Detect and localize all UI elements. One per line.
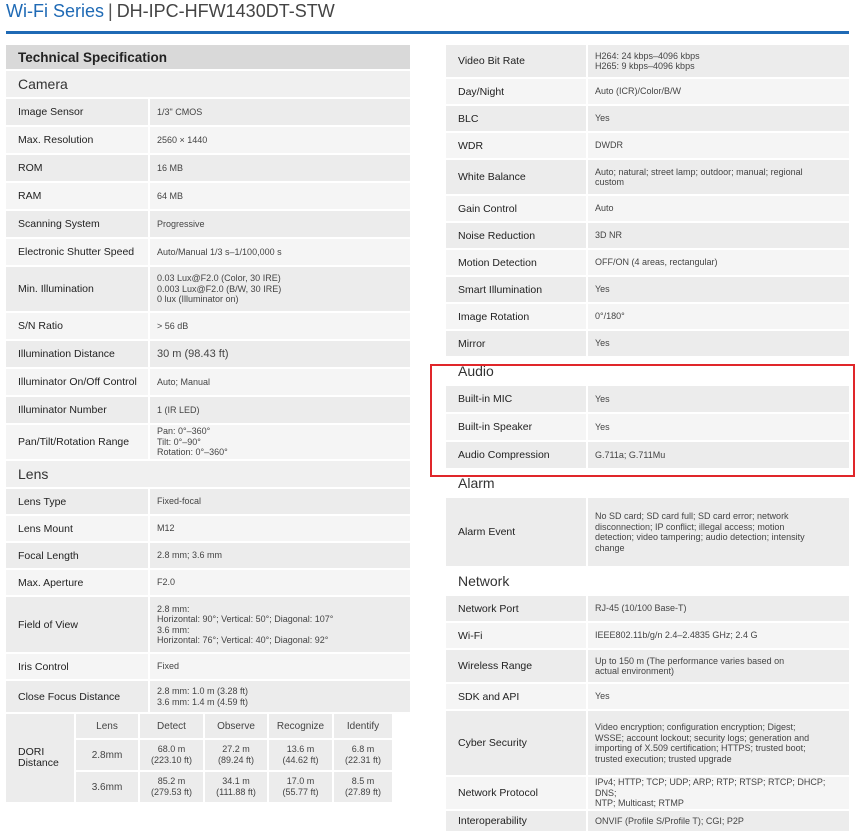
spec-label: Scanning System <box>6 211 150 237</box>
spec-label: Electronic Shutter Speed <box>6 239 150 265</box>
spec-value: 30 m (98.43 ft) <box>150 341 410 367</box>
spec-value: No SD card; SD card full; SD card error; network disconnection; IP conflict; illegal access; motion detection; video tampering; audio detection; intensity change <box>588 498 849 566</box>
dori-lens: 2.8mm <box>76 740 140 772</box>
spec-label: Cyber Security <box>446 711 588 775</box>
spec-label: Day/Night <box>446 79 588 104</box>
spec-row <box>6 211 410 239</box>
spec-value: DWDR <box>588 133 849 158</box>
spec-label: White Balance <box>446 160 588 194</box>
spec-value: 1 (IR LED) <box>150 397 410 423</box>
audio-highlight-box <box>430 364 855 477</box>
dori-observe: 27.2 m (89.24 ft) <box>205 740 269 772</box>
spec-label: Wireless Range <box>446 650 588 682</box>
spec-value: Pan: 0°–360° Tilt: 0°–90° Rotation: 0°–360° <box>150 425 410 459</box>
spec-row <box>446 160 849 196</box>
dori-identify: 8.5 m (27.89 ft) <box>334 772 394 804</box>
spec-row <box>6 516 410 543</box>
spec-row <box>446 304 849 331</box>
spec-row <box>446 623 849 650</box>
spec-row <box>6 681 410 714</box>
document-header <box>6 0 335 22</box>
spec-value: Up to 150 m (The performance varies based on actual environment) <box>588 650 849 682</box>
spec-value: Progressive <box>150 211 410 237</box>
spec-label: Wi-Fi <box>446 623 588 648</box>
spec-row <box>6 597 410 654</box>
spec-value: H264: 24 kbps–4096 kbps H265: 9 kbps–4096 kbps <box>588 45 849 77</box>
spec-value: 2.8 mm: Horizontal: 90°; Vertical: 50°; Diagonal: 107° 3.6 mm: Horizontal: 76°; Vertical: 40°; Diagonal: 92° <box>150 597 410 652</box>
spec-row <box>6 183 410 211</box>
spec-row <box>6 341 410 369</box>
spec-label: Iris Control <box>6 654 150 679</box>
spec-value: Auto; natural; street lamp; outdoor; manual; regional custom <box>588 160 849 194</box>
spec-label: Field of View <box>6 597 150 652</box>
spec-value: Video encryption; configuration encryption; Digest; WSSE; account lockout; security logs; generation and importing of X.509 certification; HTTPS; trusted boot; trusted execution; trusted upgrade <box>588 711 849 775</box>
spec-row <box>6 397 410 425</box>
spec-label: Close Focus Distance <box>6 681 150 712</box>
spec-row <box>6 543 410 570</box>
dori-observe: 34.1 m (111.88 ft) <box>205 772 269 804</box>
spec-row <box>446 777 849 811</box>
spec-label: Mirror <box>446 331 588 356</box>
spec-value: 16 MB <box>150 155 410 181</box>
spec-row <box>446 106 849 133</box>
spec-value: 64 MB <box>150 183 410 209</box>
spec-row <box>446 331 849 358</box>
spec-value: Fixed <box>150 654 410 679</box>
spec-label: Noise Reduction <box>446 223 588 248</box>
dori-lens: 3.6mm <box>76 772 140 804</box>
spec-label: Pan/Tilt/Rotation Range <box>6 425 150 459</box>
spec-value: 2560 × 1440 <box>150 127 410 153</box>
spec-value: Yes <box>588 331 849 356</box>
spec-row <box>6 425 410 461</box>
dori-header: Recognize <box>269 714 334 740</box>
spec-value: 2.8 mm: 1.0 m (3.28 ft) 3.6 mm: 1.4 m (4.59 ft) <box>150 681 410 712</box>
spec-label: Image Rotation <box>446 304 588 329</box>
spec-row <box>446 133 849 160</box>
spec-label: Min. Illumination <box>6 267 150 311</box>
spec-row <box>446 498 849 568</box>
spec-label: ROM <box>6 155 150 181</box>
dori-header: Observe <box>205 714 269 740</box>
spec-value: Yes <box>588 277 849 302</box>
dori-detect: 85.2 m (279.53 ft) <box>140 772 205 804</box>
network-heading: Network <box>446 568 849 596</box>
alarm-heading: Alarm <box>446 470 849 498</box>
spec-row <box>6 267 410 313</box>
spec-value: G.711a; G.711Mu <box>588 442 849 468</box>
spec-value: Auto; Manual <box>150 369 410 395</box>
spec-row <box>446 684 849 711</box>
left-spec-column <box>6 45 410 806</box>
spec-label: Audio Compression <box>446 442 588 468</box>
dori-identify: 6.8 m (22.31 ft) <box>334 740 394 772</box>
spec-row <box>6 239 410 267</box>
spec-value: Auto/Manual 1/3 s–1/100,000 s <box>150 239 410 265</box>
spec-value: IEEE802.11b/g/n 2.4–2.4835 GHz; 2.4 G <box>588 623 849 648</box>
spec-row <box>446 277 849 304</box>
spec-value: 1/3" CMOS <box>150 99 410 125</box>
spec-row <box>6 99 410 127</box>
spec-row <box>446 811 849 833</box>
spec-row <box>446 223 849 250</box>
spec-label: Lens Mount <box>6 516 150 541</box>
spec-label: Motion Detection <box>446 250 588 275</box>
spec-label: Image Sensor <box>6 99 150 125</box>
spec-row <box>6 127 410 155</box>
model-number: DH-IPC-HFW1430DT-STW <box>116 1 335 21</box>
spec-row <box>446 596 849 623</box>
spec-value: ONVIF (Profile S/Profile T); CGI; P2P <box>588 811 849 831</box>
spec-label: Illumination Distance <box>6 341 150 367</box>
spec-value: 2.8 mm; 3.6 mm <box>150 543 410 568</box>
spec-label: Illuminator On/Off Control <box>6 369 150 395</box>
dori-header: Detect <box>140 714 205 740</box>
camera-heading: Camera <box>6 71 410 99</box>
spec-row <box>6 489 410 516</box>
spec-value: F2.0 <box>150 570 410 595</box>
spec-value: IPv4; HTTP; TCP; UDP; ARP; RTP; RTSP; RTCP; DHCP; DNS; NTP; Multicast; RTMP <box>588 777 849 809</box>
header-rule <box>6 31 849 34</box>
spec-label: Gain Control <box>446 196 588 221</box>
header-separator: | <box>108 1 113 21</box>
spec-row <box>446 79 849 106</box>
spec-value: Yes <box>588 106 849 131</box>
spec-row <box>446 45 849 79</box>
spec-row <box>6 654 410 681</box>
dori-recognize: 17.0 m (55.77 ft) <box>269 772 334 804</box>
dori-recognize: 13.6 m (44.62 ft) <box>269 740 334 772</box>
spec-label: RAM <box>6 183 150 209</box>
spec-row <box>446 711 849 777</box>
spec-row <box>446 650 849 684</box>
spec-label: Interoperability <box>446 811 588 831</box>
spec-value: > 56 dB <box>150 313 410 339</box>
spec-label: Network Port <box>446 596 588 621</box>
spec-label: Network Protocol <box>446 777 588 809</box>
dori-header: Lens <box>76 714 140 740</box>
lens-heading: Lens <box>6 461 410 489</box>
dori-detect: 68.0 m (223.10 ft) <box>140 740 205 772</box>
spec-value: OFF/ON (4 areas, rectangular) <box>588 250 849 275</box>
dori-label: DORI Distance <box>6 714 76 804</box>
spec-value: Yes <box>588 684 849 709</box>
spec-label: Video Bit Rate <box>446 45 588 77</box>
spec-label: Lens Type <box>6 489 150 514</box>
spec-value: Auto (ICR)/Color/B/W <box>588 79 849 104</box>
spec-row <box>6 570 410 597</box>
spec-value: Yes <box>588 386 849 412</box>
spec-title: Technical Specification <box>6 45 410 71</box>
spec-label: Illuminator Number <box>6 397 150 423</box>
spec-value: Yes <box>588 414 849 440</box>
spec-label: SDK and API <box>446 684 588 709</box>
dori-header: Identify <box>334 714 394 740</box>
spec-row <box>446 196 849 223</box>
spec-value: 0.03 Lux@F2.0 (Color, 30 IRE) 0.003 Lux@F2.0 (B/W, 30 IRE) 0 lux (Illuminator on) <box>150 267 410 311</box>
spec-row <box>6 155 410 183</box>
spec-label: Max. Aperture <box>6 570 150 595</box>
spec-label: Built-in MIC <box>446 386 588 412</box>
spec-row <box>446 250 849 277</box>
spec-label: Smart Illumination <box>446 277 588 302</box>
spec-value: M12 <box>150 516 410 541</box>
spec-label: Max. Resolution <box>6 127 150 153</box>
spec-row <box>6 369 410 397</box>
series-name: Wi-Fi Series <box>6 1 104 21</box>
spec-label: S/N Ratio <box>6 313 150 339</box>
spec-label: BLC <box>446 106 588 131</box>
spec-value: Auto <box>588 196 849 221</box>
dori-table <box>6 714 410 806</box>
spec-row <box>6 313 410 341</box>
spec-label: Built-in Speaker <box>446 414 588 440</box>
spec-label: WDR <box>446 133 588 158</box>
spec-value: 0°/180° <box>588 304 849 329</box>
spec-value: Fixed-focal <box>150 489 410 514</box>
spec-value: 3D NR <box>588 223 849 248</box>
spec-value: RJ-45 (10/100 Base-T) <box>588 596 849 621</box>
audio-heading: Audio <box>446 358 849 386</box>
spec-label: Focal Length <box>6 543 150 568</box>
spec-label: Alarm Event <box>446 498 588 566</box>
